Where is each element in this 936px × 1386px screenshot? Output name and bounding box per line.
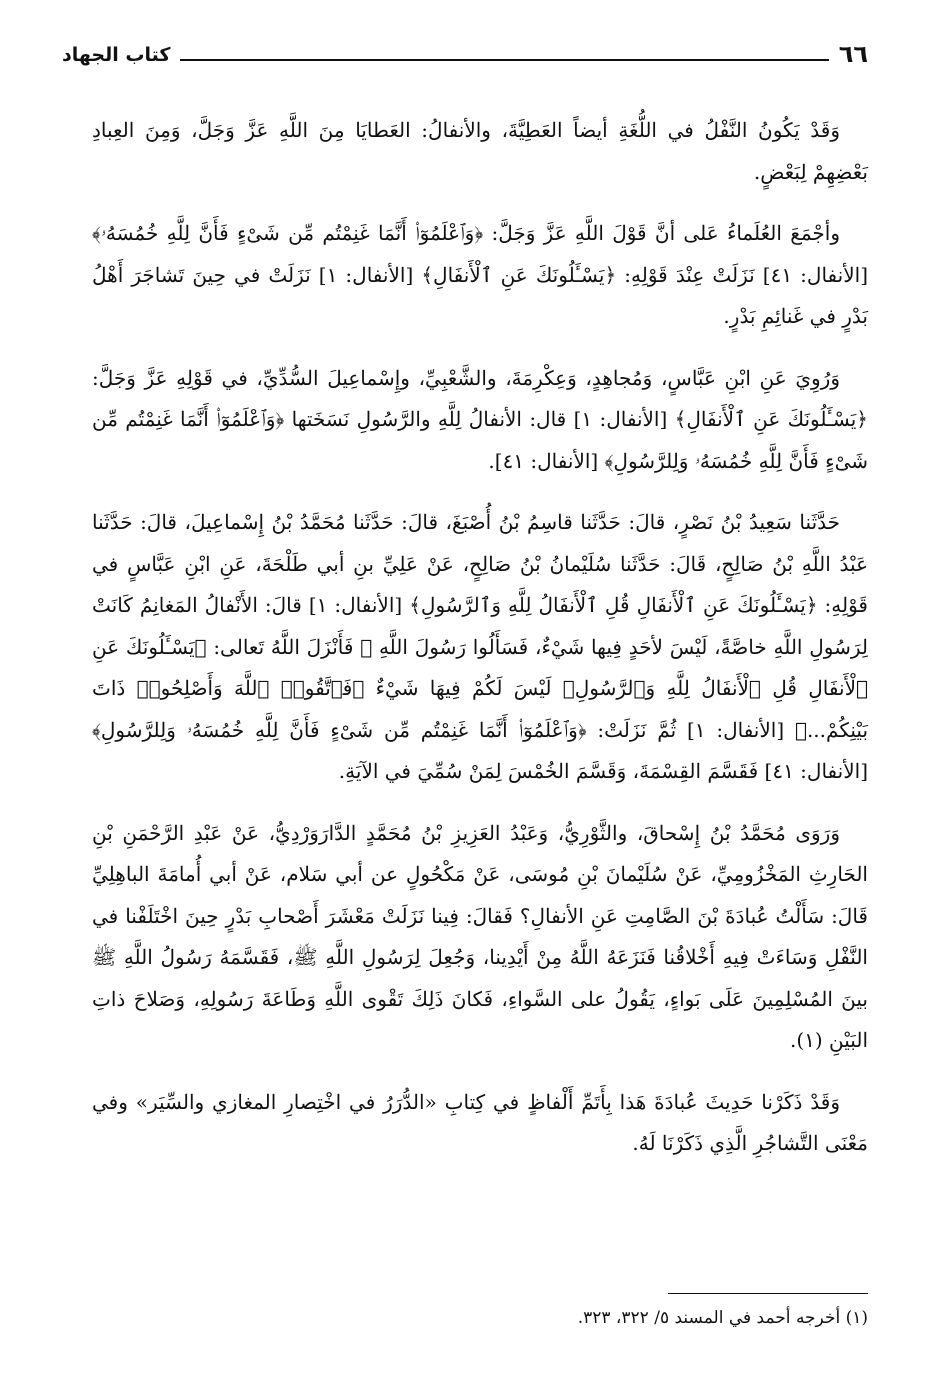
paragraph-nafl-definition: وَقَدْ يَكُونُ النَّفْلُ في اللُّغَةِ أيضاً العَطِيَّةَ، والأنفالُ: العَطايَا مِنَ اللَّهِ عَزَّ وَجَلَّ، وَمِنَ العِبادِ بَعْضِهِمْ لِبَعْضٍ.: [92, 118, 868, 184]
footnote-divider: [668, 1293, 868, 1294]
paragraph-hadith-chain: حَدَّثَنا سَعِيدُ بْنُ نَصْرٍ، قالَ: حَدَّثَنا قاسِمُ بْنُ أُصْبَغَ، قالَ: حَدَّثَنا مُحَمَّدُ بْنُ إِسْماعِيلَ، قالَ: حَدَّثَنا عَبْدُ اللَّهِ بْنُ صَالِحٍ، قَالَ: حَدَّثَنا سُلَيْمانُ بْنُ صَالِحٍ، عَنْ عَلِيِّ بنِ أبي طَلْحَةَ، عَنِ ابْنِ عَبَّاسٍ في قَوْلِهِ: ﴿يَسْـَٔلُونَكَ عَنِ ٱلْأَنفَالِ قُلِ ٱلْأَنفَالُ لِلَّهِ وَٱلرَّسُولِ﴾ [الأنفال: ١] قالَ: الأَنْفالُ المَغانِمُ كَانَتْ لِرَسُولِ اللَّهِ خاصَّةً، لَيْسَ لأحَدٍ فِيها شَيْءٌ، فَسَأَلُوا رَسُولَ اللَّهِ ﷺ فَأَنْزَلَ اللَّهُ تَعالى: ﴿يَسْـَٔلُونَكَ عَنِ ٱلْأَنفَالِ قُلِ ٱلْأَنفَالُ لِلَّهِ وَٱلرَّسُولِ﴾ لَيْسَ لَكُمْ فِيهَا شَيْءٌ ﴿فَٱتَّقُوا۟ ٱللَّهَ وَأَصْلِحُوا۟ ذَاتَ بَيْنِكُمْ...﴾ [الأنفال: ١] ثُمَّ نَزَلَتْ: ﴿وَٱعْلَمُوٓا۟ أَنَّمَا غَنِمْتُم مِّن شَىْءٍ فَأَنَّ لِلَّهِ خُمُسَهُۥ وَلِلرَّسُولِ﴾ [الأنفال: ٤١] فَقَسَّمَ القِسْمَةَ، وَقَسَّمَ الخُمْسَ لِمَنْ سُمِّيَ في الآيَةِ.: [92, 510, 869, 783]
book-title: كتاب الجهاد: [62, 44, 171, 66]
header-rule: [180, 59, 828, 61]
paragraph-ibn-abbas-narration: وَرُوِيَ عَنِ ابْنِ عَبَّاسٍ، وَمُجاهِدٍ، وَعِكْرِمَةَ، والشَّعْبِيِّ، وإِسْماعِيلَ السُّدِّيِّ، في قَوْلِهِ عَزَّ وَجَلَّ: ﴿يَسْـَٔلُونَكَ عَنِ ٱلْأَنفَالِ﴾ [الأنفال: ١] قال: الأنفالُ لِلَّهِ والرَّسُولِ نَسَخَتها ﴿وَٱعْلَمُوٓا۟ أَنَّمَا غَنِمْتُم مِّن شَىْءٍ فَأَنَّ لِلَّهِ خُمُسَهُۥ وَلِلرَّسُولِ﴾ [الأنفال: ٤١].: [92, 365, 868, 473]
running-header: [62, 34, 868, 68]
main-text: [92, 110, 868, 1185]
paragraph-ubadah-narration: وَرَوَى مُحَمَّدُ بْنُ إِسْحاقَ، والثَّوْرِيُّ، وَعَبْدُ العَزِيزِ بْنُ مُحَمَّدٍ الدَّارَوَرْدِيُّ، عَنْ عَبْدِ الرَّحْمَنِ بْنِ الحَارِثِ المَخْزُومِيِّ، عَنْ سُلَيْمانَ بْنِ مُوسَى، عَنْ مَكْحُولٍ عن أبي سَلام، عَنْ أبي أُمامَةَ الباهِلِيِّ قَالَ: سَأَلْتُ عُبادَةَ بْنَ الصَّامِتِ عَنِ الأنفالِ؟ فَقالَ: فِينا نَزَلَتْ مَعْشَرَ أَصْحابِ بَدْرٍ حِينَ اخْتَلَفْنا في النَّفْلِ وَسَاءَتْ فِيهِ أَخْلاقُنا فَنَزَعَهُ اللَّهُ مِنْ أَيْدِينا، وَجُعِلَ لِرَسُولِ اللَّهِ ﷺ، فَقَسَّمَهُ رَسُولُ اللَّهِ ﷺ بينَ المُسْلِمِينَ عَلَى بَواءٍ، يَقُولُ على السَّواءِ، فَكانَ ذَلِكَ تَقْوى اللَّهِ وَطَاعَةَ رَسُولِهِ، وَصَلاحَ ذاتِ البَيْنِ (١).: [92, 820, 868, 1052]
footnote: (١) أخرجه أحمد في المسند ٥/ ٣٢٢، ٣٢٣.: [577, 1308, 868, 1328]
page-number: ٦٦: [838, 40, 868, 68]
paragraph-closing-remark: وَقَدْ ذَكَرْنا حَدِيثَ عُبادَةَ هَذا بِأَتَمِّ أَلْفاظٍ في كِتابِ «الدُّرَرُ في اخْتِصارِ المغازي والسِّيَر» وفي مَعْنَى التَّشاجُرِ الَّذِي ذَكَرْنَا لَهُ.: [92, 1089, 868, 1155]
paragraph-scholars-consensus: وأجْمَعَ العُلَماءُ عَلى أنَّ قَوْلَ اللَّهِ عَزَّ وَجَلَّ: ﴿وَٱعْلَمُوٓا۟ أَنَّمَا غَنِمْتُم مِّن شَىْءٍ فَأَنَّ لِلَّهِ خُمُسَهُۥ﴾ [الأنفال: ٤١] نَزَلَتْ عِنْدَ قَوْلِهِ: ﴿يَسْـَٔلُونَكَ عَنِ ٱلْأَنفَالِ﴾ [الأنفال: ١] نَزَلَتْ في حِينَ تَشاجَرَ أَهْلُ بَدْرٍ في غَنائِمِ بَدْرٍ.: [92, 221, 868, 328]
